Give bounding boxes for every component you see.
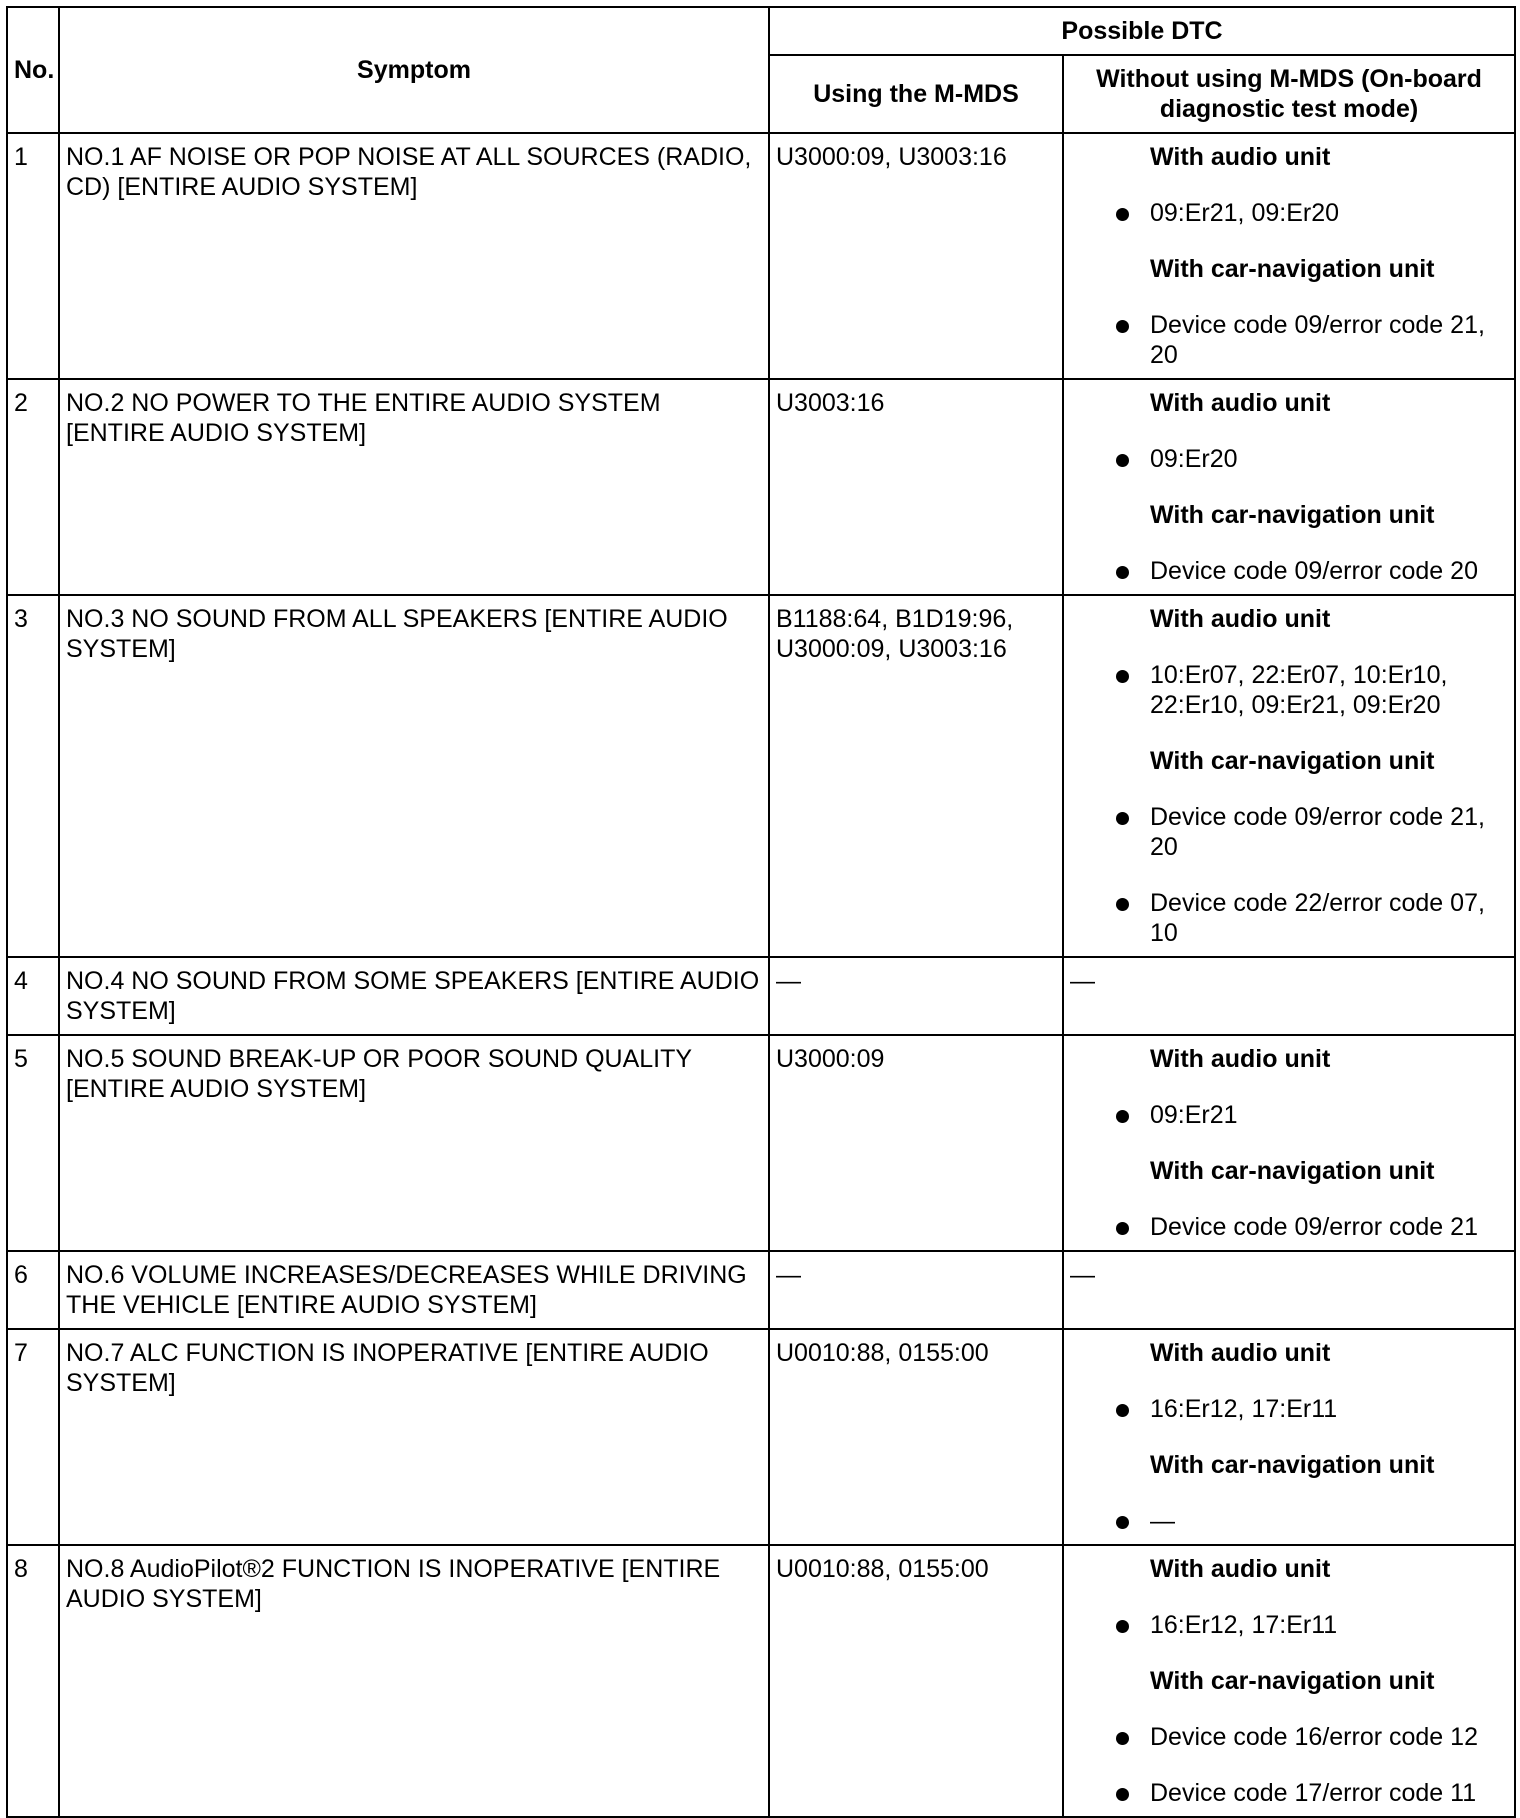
onboard-dtc-cell	[1063, 133, 1515, 379]
onboard-dtc-cell	[1063, 1035, 1515, 1251]
nav-dtc-item: Device code 22/error code 07, 10	[1070, 888, 1508, 948]
audio-dtc-item: 09:Er21, 09:Er20	[1070, 198, 1508, 228]
audio-unit-heading: With audio unit	[1150, 143, 1331, 171]
symptom-cell: NO.1 AF NOISE OR POP NOISE AT ALL SOURCES (RADIO, CD) [ENTIRE AUDIO SYSTEM]	[59, 133, 769, 379]
symptom-cell: NO.7 ALC FUNCTION IS INOPERATIVE [ENTIRE AUDIO SYSTEM]	[59, 1329, 769, 1545]
header-using-mmds: Using the M-MDS	[769, 55, 1063, 133]
onboard-dtc-cell	[1063, 379, 1515, 595]
audio-dtc-item: 09:Er21	[1070, 1100, 1508, 1130]
mmds-dtc-cell: —	[769, 1251, 1063, 1329]
nav-unit-heading: With car-navigation unit	[1150, 1451, 1435, 1479]
audio-dtc-item: 16:Er12, 17:Er11	[1070, 1610, 1508, 1640]
audio-dtc-item: 16:Er12, 17:Er11	[1070, 1394, 1508, 1424]
table-body	[7, 133, 1515, 1817]
table-row	[7, 379, 1515, 595]
audio-unit-heading: With audio unit	[1150, 605, 1331, 633]
symptom-cell: NO.5 SOUND BREAK-UP OR POOR SOUND QUALITY [ENTIRE AUDIO SYSTEM]	[59, 1035, 769, 1251]
mmds-dtc-cell: U0010:88, 0155:00	[769, 1329, 1063, 1545]
nav-dtc-item: Device code 09/error code 21, 20	[1070, 310, 1508, 370]
possible-dtc-table	[6, 6, 1516, 1818]
mmds-dtc-cell: B1188:64, B1D19:96, U3000:09, U3003:16	[769, 595, 1063, 957]
table-row	[7, 133, 1515, 379]
symptom-cell: NO.4 NO SOUND FROM SOME SPEAKERS [ENTIRE AUDIO SYSTEM]	[59, 957, 769, 1035]
audio-unit-heading: With audio unit	[1150, 1045, 1331, 1073]
mmds-dtc-cell: U3000:09, U3003:16	[769, 133, 1063, 379]
nav-unit-heading: With car-navigation unit	[1150, 255, 1435, 283]
onboard-dtc-cell	[1063, 1329, 1515, 1545]
nav-unit-heading: With car-navigation unit	[1150, 747, 1435, 775]
nav-dtc-item: Device code 16/error code 12	[1070, 1722, 1508, 1752]
nav-unit-heading: With car-navigation unit	[1150, 501, 1435, 529]
audio-dtc-item: 10:Er07, 22:Er07, 10:Er10, 22:Er10, 09:Er21, 09:Er20	[1070, 660, 1508, 720]
mmds-dtc-cell: U0010:88, 0155:00	[769, 1545, 1063, 1817]
row-number: 4	[7, 957, 59, 1035]
nav-dtc-item: —	[1070, 1506, 1508, 1536]
nav-unit-heading: With car-navigation unit	[1150, 1157, 1435, 1185]
nav-dtc-item: Device code 09/error code 21	[1070, 1212, 1508, 1242]
onboard-dtc-cell: —	[1063, 957, 1515, 1035]
row-number: 5	[7, 1035, 59, 1251]
audio-unit-heading: With audio unit	[1150, 389, 1331, 417]
table-row	[7, 1251, 1515, 1329]
nav-unit-heading: With car-navigation unit	[1150, 1667, 1435, 1695]
symptom-cell: NO.8 AudioPilot®2 FUNCTION IS INOPERATIVE [ENTIRE AUDIO SYSTEM]	[59, 1545, 769, 1817]
symptom-cell: NO.6 VOLUME INCREASES/DECREASES WHILE DRIVING THE VEHICLE [ENTIRE AUDIO SYSTEM]	[59, 1251, 769, 1329]
table-row	[7, 957, 1515, 1035]
header-possible-dtc: Possible DTC	[769, 7, 1515, 55]
table-row	[7, 595, 1515, 957]
row-number: 2	[7, 379, 59, 595]
table-row	[7, 1329, 1515, 1545]
header-no: No.	[7, 7, 59, 133]
nav-dtc-item: Device code 09/error code 20	[1070, 556, 1508, 586]
audio-unit-heading: With audio unit	[1150, 1339, 1331, 1367]
mmds-dtc-cell: U3003:16	[769, 379, 1063, 595]
row-number: 8	[7, 1545, 59, 1817]
nav-dtc-item: Device code 09/error code 21, 20	[1070, 802, 1508, 862]
mmds-dtc-cell: U3000:09	[769, 1035, 1063, 1251]
header-without-mmds: Without using M-MDS (On-board diagnostic test mode)	[1063, 55, 1515, 133]
symptom-cell: NO.3 NO SOUND FROM ALL SPEAKERS [ENTIRE AUDIO SYSTEM]	[59, 595, 769, 957]
mmds-dtc-cell: —	[769, 957, 1063, 1035]
onboard-dtc-cell: —	[1063, 1251, 1515, 1329]
nav-dtc-item: Device code 17/error code 11	[1070, 1778, 1508, 1808]
row-number: 3	[7, 595, 59, 957]
symptom-cell: NO.2 NO POWER TO THE ENTIRE AUDIO SYSTEM [ENTIRE AUDIO SYSTEM]	[59, 379, 769, 595]
onboard-dtc-cell	[1063, 595, 1515, 957]
audio-unit-heading: With audio unit	[1150, 1555, 1331, 1583]
header-symptom: Symptom	[59, 7, 769, 133]
row-number: 7	[7, 1329, 59, 1545]
table-row	[7, 1545, 1515, 1817]
audio-dtc-item: 09:Er20	[1070, 444, 1508, 474]
row-number: 1	[7, 133, 59, 379]
table-row	[7, 1035, 1515, 1251]
row-number: 6	[7, 1251, 59, 1329]
onboard-dtc-cell	[1063, 1545, 1515, 1817]
